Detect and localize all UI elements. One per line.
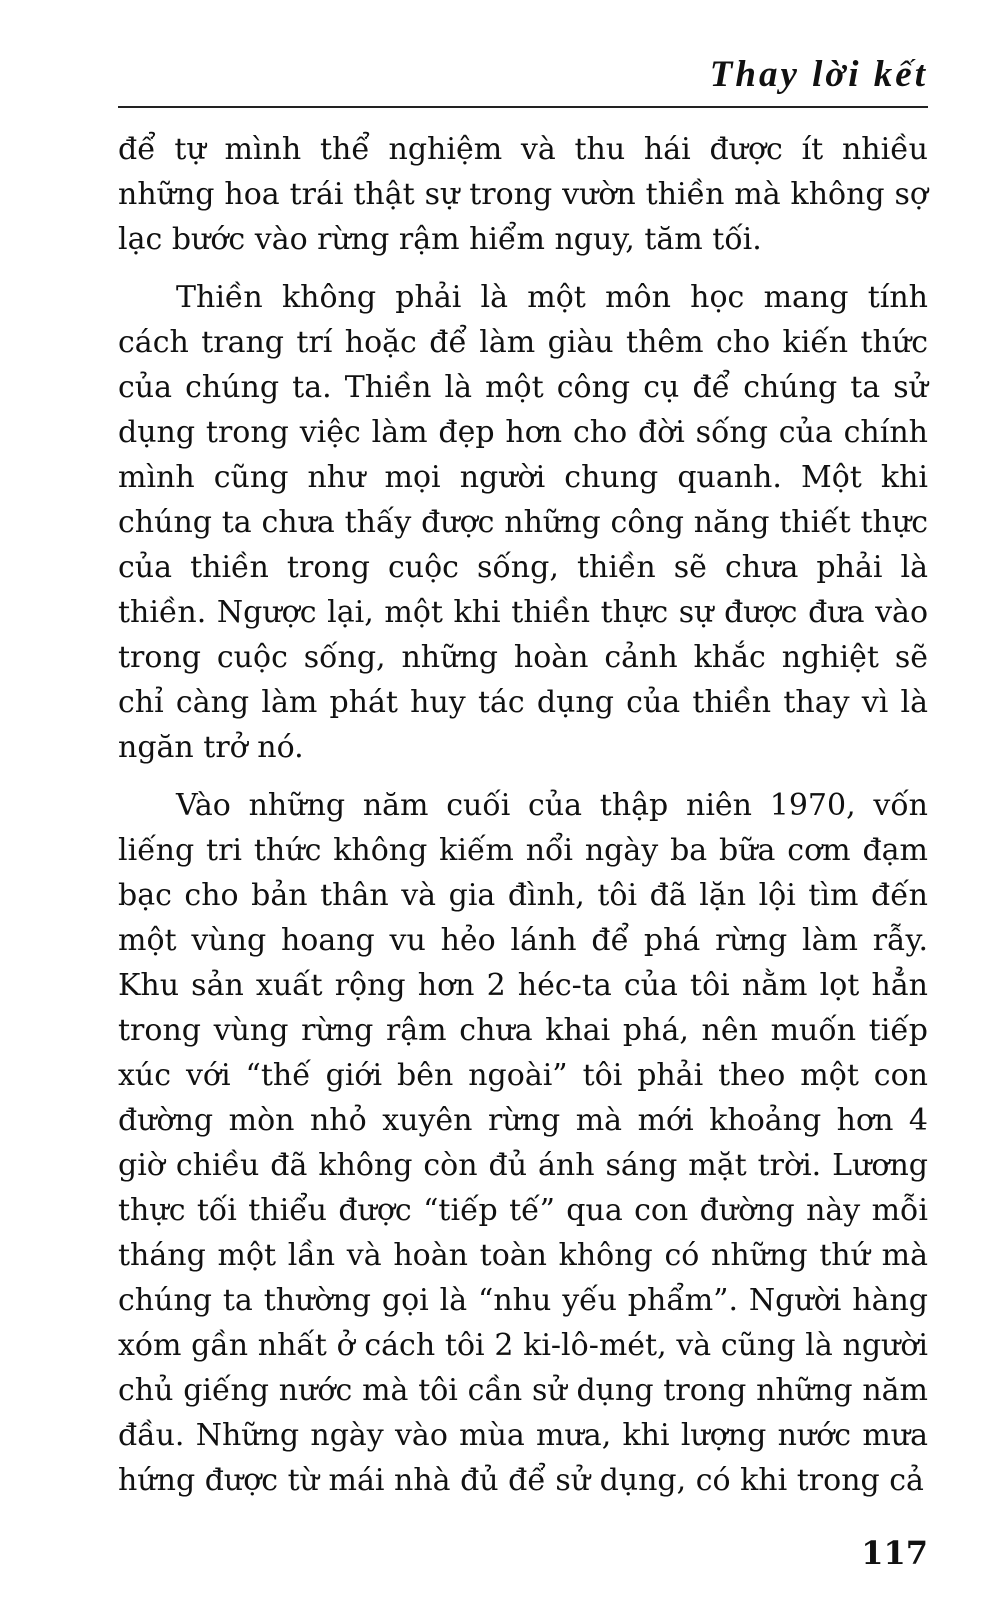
running-header <box>118 52 928 108</box>
page-number: 117 <box>861 1534 928 1572</box>
body-text <box>118 127 928 1503</box>
paragraph-continuation: để tự mình thể nghiệm và thu hái được ít nhiều những hoa trái thật sự trong vườn thiền mà không sợ lạc bước vào rừng rậm hiểm nguy, tăm tối. <box>118 132 928 257</box>
paragraph: Vào những năm cuối của thập niên 1970, vốn liếng tri thức không kiếm nổi ngày ba bữa cơm đạm bạc cho bản thân và gia đình, tôi đã lặn lội tìm đến một vùng hoang vu hẻo lánh để phá rừng làm rẫy. Khu sản xuất rộng hơn 2 héc-ta của tôi nằm lọt hẳn trong vùng rừng rậm chưa khai phá, nên muốn tiếp xúc với “thế giới bên ngoài” tôi phải theo một con đường mòn nhỏ xuyên rừng mà mới khoảng hơn 4 giờ chiều đã không còn đủ ánh sáng mặt trời. Lương thực tối thiểu được “tiếp tế” qua con đường này mỗi tháng một lần và hoàn toàn không có những thứ mà chúng ta thường gọi là “nhu yếu phẩm”. Người hàng xóm gần nhất ở cách tôi 2 ki-lô-mét, và cũng là người chủ giếng nước mà tôi cần sử dụng trong những năm đầu. Những ngày vào mùa mưa, khi lượng nước mưa hứng được từ mái nhà đủ để sử dụng, có khi trong cả <box>118 788 928 1498</box>
paragraph: Thiền không phải là một môn học mang tính cách trang trí hoặc để làm giàu thêm cho kiến thức của chúng ta. Thiền là một công cụ để chúng ta sử dụng trong việc làm đẹp hơn cho đời sống của chính mình cũng như mọi người chung quanh. Một khi chúng ta chưa thấy được những công năng thiết thực của thiền trong cuộc sống, thiền sẽ chưa phải là thiền. Ngược lại, một khi thiền thực sự được đưa vào trong cuộc sống, những hoàn cảnh khắc nghiệt sẽ chỉ càng làm phát huy tác dụng của thiền thay vì là ngăn trở nó. <box>118 280 928 765</box>
chapter-title: Thay lời kết <box>709 54 928 95</box>
